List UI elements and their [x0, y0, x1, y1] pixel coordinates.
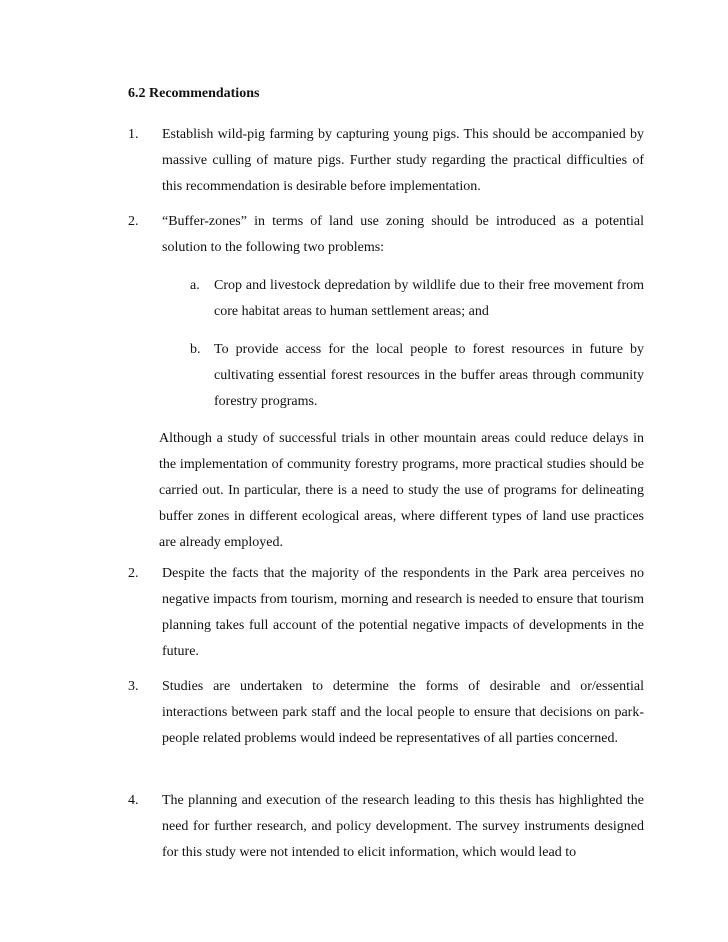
item-text: Studies are undertaken to determine the forms of desirable and or/essential interactions between park staff and the local people to ensure that decisions on park-people related problems would indeed be representatives of all parties concerned. — [162, 679, 644, 746]
subitem-label: a. — [190, 278, 200, 293]
section-heading: 6.2 Recommendations — [128, 86, 260, 101]
item-number: 2. — [128, 566, 139, 581]
recommendation-item-1 — [128, 122, 644, 200]
item-number: 2. — [128, 214, 139, 229]
subitem-a — [190, 273, 644, 325]
subitem-text: Crop and livestock depredation by wildlife due to their free movement from core habitat areas to human settlement areas; and — [214, 278, 644, 319]
recommendation-item-2 — [128, 209, 644, 261]
item-text: The planning and execution of the research leading to this thesis has highlighted the need for further research, and policy development. The survey instruments designed for this study were not intended to elicit information, which would lead to — [162, 793, 644, 860]
item-number: 4. — [128, 793, 139, 808]
item-text: “Buffer-zones” in terms of land use zoning should be introduced as a potential solution to the following two problems: — [162, 214, 644, 255]
subitem-b — [190, 337, 644, 415]
subitem-label: b. — [190, 342, 201, 357]
item-text: Despite the facts that the majority of the respondents in the Park area perceives no negative impacts from tourism, morning and research is needed to ensure that tourism planning takes full account of the potential negative impacts of developments in the future. — [162, 566, 644, 659]
explanatory-paragraph: Although a study of successful trials in other mountain areas could reduce delays in the implementation of community forestry programs, more practical studies should be carried out. In particular, there is a need to study the use of programs for delineating buffer zones in different ecological areas, where different types of land use practices are already employed. — [159, 431, 644, 550]
item-number: 1. — [128, 127, 139, 142]
subitem-text: To provide access for the local people to forest resources in future by cultivating essential forest resources in the buffer areas through community forestry programs. — [214, 342, 644, 409]
recommendation-item-4 — [128, 788, 644, 866]
recommendation-item-2b — [128, 561, 644, 665]
recommendation-item-3 — [128, 674, 644, 752]
item-number: 3. — [128, 679, 139, 694]
item-text: Establish wild-pig farming by capturing young pigs. This should be accompanied by massive culling of mature pigs. Further study regarding the practical difficulties of this recommendation is desirable before implementation. — [162, 127, 644, 194]
